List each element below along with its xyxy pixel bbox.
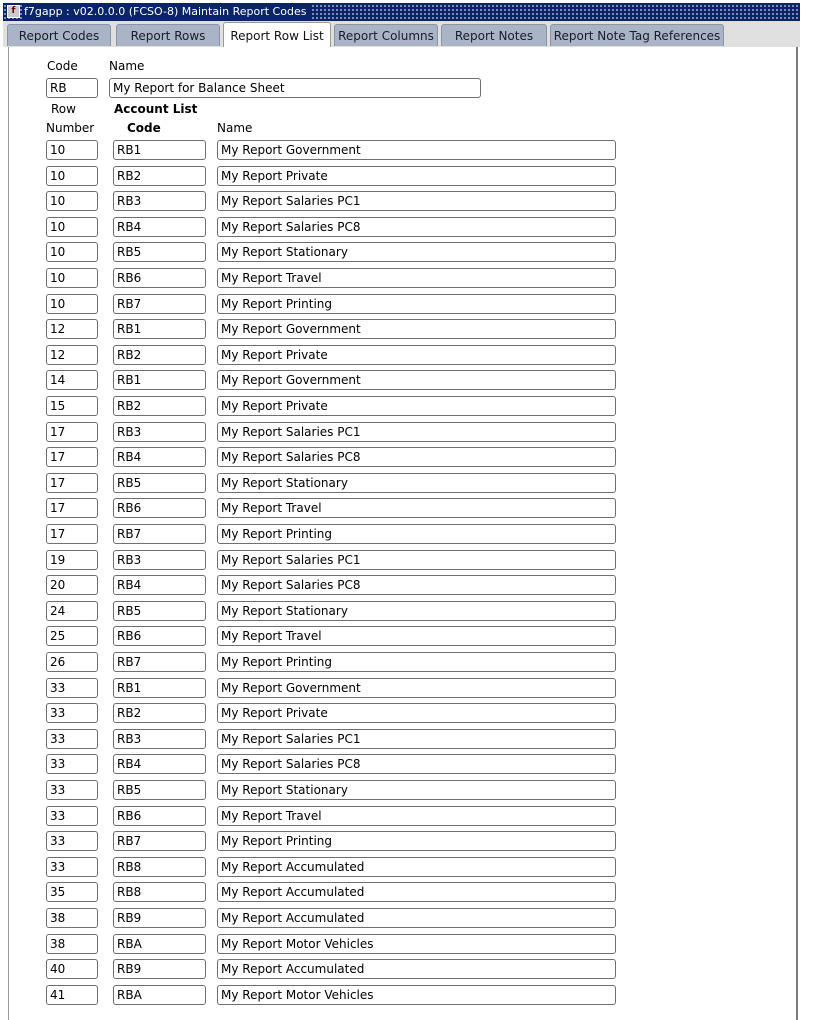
table-row [9, 396, 796, 416]
row-number-field[interactable]: 10 [46, 294, 98, 314]
window-titlebar [3, 3, 800, 22]
account-code-field[interactable]: RB2 [113, 703, 206, 723]
table-row [9, 626, 796, 646]
account-name-field[interactable]: My Report Private [217, 703, 616, 723]
account-name-field[interactable]: My Report Government [217, 370, 616, 390]
account-name-field[interactable]: My Report Private [217, 166, 616, 186]
account-code-field[interactable]: RB6 [113, 806, 206, 826]
account-code-field[interactable]: RB9 [113, 959, 206, 979]
table-row [9, 601, 796, 621]
table-row [9, 422, 796, 442]
account-code-field[interactable]: RB3 [113, 550, 206, 570]
account-name-field[interactable]: My Report Travel [217, 806, 616, 826]
row-number-field[interactable]: 40 [46, 959, 98, 979]
row-number-field[interactable]: 33 [46, 857, 98, 877]
account-name-field[interactable]: My Report Government [217, 319, 616, 339]
table-row [9, 652, 796, 672]
table-row [9, 908, 796, 928]
table-row [9, 857, 796, 877]
account-name-field[interactable]: My Report Salaries PC8 [217, 754, 616, 774]
name-label: Name [109, 59, 145, 73]
account-code-field[interactable]: RB5 [113, 601, 206, 621]
table-row [9, 191, 796, 211]
account-name-field[interactable]: My Report Stationary [217, 242, 616, 262]
app-icon[interactable]: f [7, 5, 20, 18]
account-code-field[interactable]: RB7 [113, 831, 206, 851]
account-code-field[interactable]: RB5 [113, 780, 206, 800]
row-number-field[interactable]: 20 [46, 575, 98, 595]
row-header-line2: Number [46, 121, 95, 135]
table-row [9, 370, 796, 390]
account-name-field[interactable]: My Report Travel [217, 498, 616, 518]
account-name-field[interactable]: My Report Accumulated [217, 959, 616, 979]
table-row [9, 294, 796, 314]
row-number-field[interactable]: 10 [46, 217, 98, 237]
report-name-field[interactable]: My Report for Balance Sheet [109, 78, 481, 98]
tab-report-row-list[interactable]: Report Row List [223, 22, 331, 47]
account-name-field[interactable]: My Report Motor Vehicles [217, 934, 616, 954]
table-row [9, 268, 796, 288]
tab-report-note-tag-references[interactable]: Report Note Tag References [550, 24, 724, 46]
account-code-field[interactable]: RB4 [113, 447, 206, 467]
row-number-field[interactable]: 10 [46, 166, 98, 186]
row-number-field[interactable]: 10 [46, 268, 98, 288]
account-name-field[interactable]: My Report Private [217, 396, 616, 416]
account-name-field[interactable]: My Report Accumulated [217, 882, 616, 902]
tab-report-columns[interactable]: Report Columns [334, 24, 438, 46]
table-row [9, 524, 796, 544]
tab-report-codes[interactable]: Report Codes [7, 24, 111, 46]
table-row [9, 575, 796, 595]
account-name-field[interactable]: My Report Printing [217, 831, 616, 851]
table-row [9, 166, 796, 186]
account-name-field[interactable]: My Report Salaries PC8 [217, 447, 616, 467]
row-number-field[interactable]: 33 [46, 729, 98, 749]
account-code-field[interactable]: RB8 [113, 882, 206, 902]
row-number-field[interactable]: 17 [46, 473, 98, 493]
account-name-field[interactable]: My Report Motor Vehicles [217, 985, 616, 1005]
table-row [9, 754, 796, 774]
account-code-field[interactable]: RB2 [113, 345, 206, 365]
row-number-field[interactable]: 19 [46, 550, 98, 570]
account-code-field[interactable]: RB9 [113, 908, 206, 928]
row-number-field[interactable]: 33 [46, 754, 98, 774]
row-header-line1: Row [51, 102, 76, 116]
window-title: f7gapp : v02.0.0.0 (FCSO-8) Maintain Report Codes [24, 4, 312, 20]
table-row [9, 806, 796, 826]
row-number-field[interactable]: 38 [46, 908, 98, 928]
row-number-field[interactable]: 33 [46, 831, 98, 851]
table-row [9, 934, 796, 954]
table-row [9, 217, 796, 237]
account-name-field[interactable]: My Report Salaries PC8 [217, 575, 616, 595]
account-name-field[interactable]: My Report Travel [217, 268, 616, 288]
account-name-field[interactable]: My Report Printing [217, 524, 616, 544]
table-row [9, 550, 796, 570]
table-row [9, 319, 796, 339]
account-name-field[interactable]: My Report Travel [217, 626, 616, 646]
row-number-field[interactable]: 38 [46, 934, 98, 954]
tab-report-notes[interactable]: Report Notes [441, 24, 547, 46]
account-code-field[interactable]: RB6 [113, 498, 206, 518]
account-name-field[interactable]: My Report Stationary [217, 780, 616, 800]
account-name-field[interactable]: My Report Stationary [217, 473, 616, 493]
account-name-field[interactable]: My Report Government [217, 140, 616, 160]
account-code-field[interactable]: RB1 [113, 370, 206, 390]
row-number-field[interactable]: 10 [46, 140, 98, 160]
table-row [9, 678, 796, 698]
account-name-field[interactable]: My Report Accumulated [217, 908, 616, 928]
account-name-field[interactable]: My Report Accumulated [217, 857, 616, 877]
account-code-field[interactable]: RB4 [113, 575, 206, 595]
row-number-field[interactable]: 33 [46, 780, 98, 800]
row-number-field[interactable]: 17 [46, 422, 98, 442]
account-code-field[interactable]: RBA [113, 934, 206, 954]
row-number-field[interactable]: 10 [46, 191, 98, 211]
table-row [9, 985, 796, 1005]
account-code-field[interactable]: RB3 [113, 422, 206, 442]
report-code-field[interactable]: RB [46, 78, 98, 98]
account-code-field[interactable]: RB6 [113, 268, 206, 288]
table-row [9, 729, 796, 749]
row-number-field[interactable]: 14 [46, 370, 98, 390]
row-number-field[interactable]: 15 [46, 396, 98, 416]
table-row [9, 959, 796, 979]
account-code-field[interactable]: RB5 [113, 242, 206, 262]
row-number-field[interactable]: 12 [46, 319, 98, 339]
account-code-field[interactable]: RB2 [113, 396, 206, 416]
table-row [9, 780, 796, 800]
row-number-field[interactable]: 33 [46, 703, 98, 723]
account-name-field[interactable]: My Report Government [217, 678, 616, 698]
account-name-field[interactable]: My Report Stationary [217, 601, 616, 621]
row-number-field[interactable]: 17 [46, 524, 98, 544]
account-code-field[interactable]: RB7 [113, 652, 206, 672]
table-row [9, 703, 796, 723]
account-name-field[interactable]: My Report Salaries PC8 [217, 217, 616, 237]
account-name-field[interactable]: My Report Salaries PC1 [217, 191, 616, 211]
account-name-field[interactable]: My Report Printing [217, 294, 616, 314]
row-number-field[interactable]: 12 [46, 345, 98, 365]
row-number-field[interactable]: 17 [46, 498, 98, 518]
code-column-header: Code [127, 121, 161, 135]
row-number-field[interactable]: 33 [46, 806, 98, 826]
row-number-field[interactable]: 26 [46, 652, 98, 672]
row-number-field[interactable]: 25 [46, 626, 98, 646]
tab-report-rows[interactable]: Report Rows [116, 24, 220, 46]
table-row [9, 473, 796, 493]
account-name-field[interactable]: My Report Salaries PC1 [217, 550, 616, 570]
account-code-field[interactable]: RB7 [113, 294, 206, 314]
table-row [9, 498, 796, 518]
row-number-field[interactable]: 41 [46, 985, 98, 1005]
table-row [9, 831, 796, 851]
account-code-field[interactable]: RB4 [113, 754, 206, 774]
account-code-field[interactable]: RB2 [113, 166, 206, 186]
row-number-field[interactable]: 33 [46, 678, 98, 698]
table-row [9, 242, 796, 262]
name-column-header: Name [217, 121, 253, 135]
row-number-field[interactable]: 17 [46, 447, 98, 467]
account-code-field[interactable]: RB7 [113, 524, 206, 544]
account-code-field[interactable]: RB3 [113, 729, 206, 749]
account-code-field[interactable]: RB8 [113, 857, 206, 877]
account-list-header: Account List [114, 102, 198, 116]
row-number-field[interactable]: 10 [46, 242, 98, 262]
table-row [9, 345, 796, 365]
table-row [9, 447, 796, 467]
account-code-field[interactable]: RB6 [113, 626, 206, 646]
account-code-field[interactable]: RB3 [113, 191, 206, 211]
account-code-field[interactable]: RB1 [113, 678, 206, 698]
table-row [9, 140, 796, 160]
account-name-field[interactable]: My Report Salaries PC1 [217, 422, 616, 442]
account-name-field[interactable]: My Report Printing [217, 652, 616, 672]
row-number-field[interactable]: 24 [46, 601, 98, 621]
code-label: Code [47, 59, 78, 73]
account-code-field[interactable]: RB4 [113, 217, 206, 237]
account-code-field[interactable]: RB1 [113, 319, 206, 339]
account-code-field[interactable]: RB5 [113, 473, 206, 493]
account-name-field[interactable]: My Report Private [217, 345, 616, 365]
row-number-field[interactable]: 35 [46, 882, 98, 902]
account-code-field[interactable]: RB1 [113, 140, 206, 160]
account-code-field[interactable]: RBA [113, 985, 206, 1005]
tab-strip [3, 21, 800, 47]
row-list-panel [8, 47, 798, 1020]
table-row [9, 882, 796, 902]
account-name-field[interactable]: My Report Salaries PC1 [217, 729, 616, 749]
